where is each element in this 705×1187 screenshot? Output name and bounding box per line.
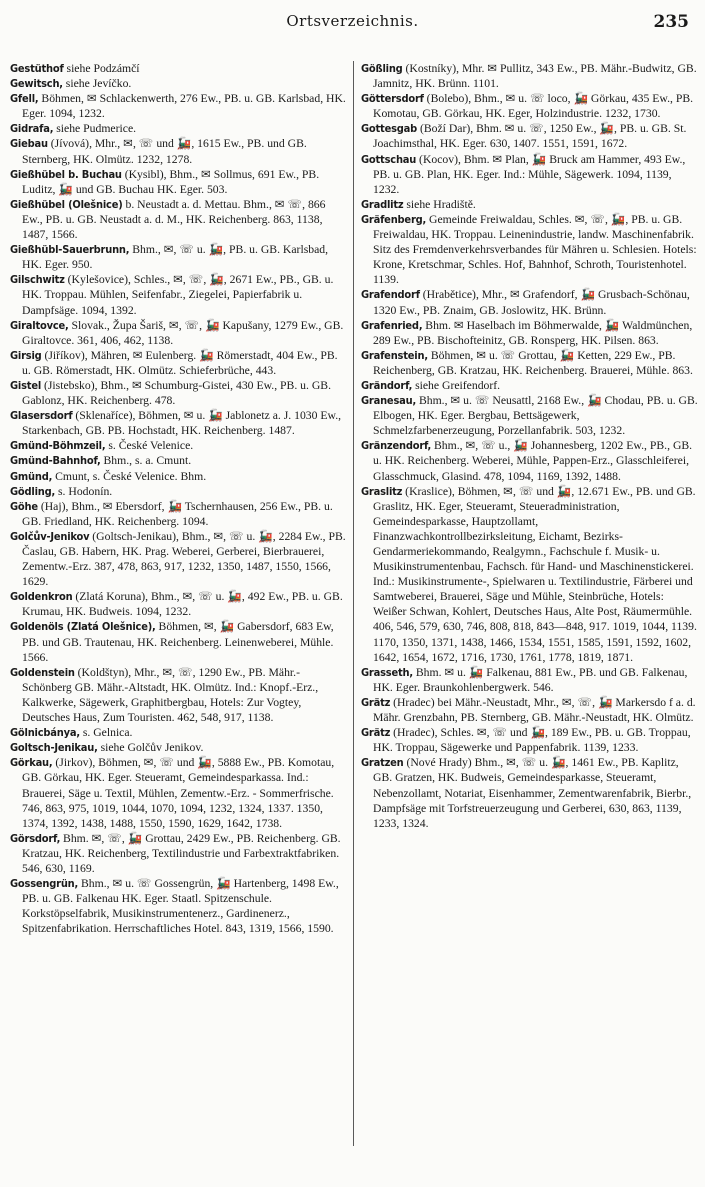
directory-entry <box>361 438 698 483</box>
directory-entry <box>361 152 698 197</box>
entry-text: (Jiříkov), Mähren, ✉ Eulenberg. 🚂 Römerstadt, 404 Ew., PB. u. GB. Römerstadt, HK. Olmütz. Schieferbrüche, 443. <box>22 348 338 377</box>
entry-text: (Hradec) bei Mähr.-Neustadt, Mhr., ✉, ☏, 🚂 Markersdo f a. d. Mähr. Grenzbahn, PB. Sternberg, GB. Mähr.-Neustadt, HK. Olmütz. <box>373 695 696 725</box>
entry-text: (Kylešovice), Schles., ✉, ☏, 🚂, 2671 Ew., PB., GB. u. HK. Troppau. Mühlen, Seifenfabr., Ziegelei, Papierfabrik u. Dampfsäge. 1094, 1392. <box>22 273 334 317</box>
entry-text: (Jívová), Mhr., ✉, ☏ und 🚂, 1615 Ew., PB. und GB. Sternberg, HK. Olmütz. 1232, 1278. <box>22 137 307 166</box>
page-header <box>0 12 705 34</box>
entry-text: Gemeinde Freiwaldau, Schles. ✉, ☏, 🚂, PB. u. GB. Freiwaldau, HK. Troppau. Leinenindustrie, landw. Maschinenfabrik. Sitz des Fremdenverkehrsverbandes für Mähren u. Schlesien. Hotels: Krone, Kretschmar, Schles. Hof, Bahnhof, Schroth, Touristenhotel. 1139. <box>373 212 697 287</box>
entry-text: b. Neustadt a. d. Mettau. Bhm., ✉ ☏, 866 Ew., PB. u. GB. Neustadt a. d. M., HK. Reichenberg. 863, 1138, 1487, 1566. <box>22 197 326 242</box>
entry-text: (Bolebo), Bhm., ✉ u. ☏ loco, 🚂 Görkau, 435 Ew., PB. Komotau, GB. Görkau, HK. Eger, Holzindustrie. 1232, 1730. <box>373 92 694 121</box>
directory-entry <box>10 272 347 317</box>
directory-entry <box>10 484 347 499</box>
entry-text: (Hradec), Schles. ✉, ☏ und 🚂, 189 Ew., PB. u. GB. Troppau, HK. Troppau, Sägewerke und Pappenfabrik. 1139, 1233. <box>373 726 691 755</box>
directory-entry <box>10 499 347 529</box>
directory-entry <box>10 242 347 272</box>
entry-text: Bhm. ✉, ☏, 🚂 Grottau, 2429 Ew., PB. Reichenberg. GB. Kratzau, HK. Reichenberg, Textilindustrie und Farbextraktfabriken. 546, 630, 1169. <box>22 831 341 875</box>
entry-headword: Goltsch-Jenikau, <box>10 741 98 755</box>
entry-text: Bhm., ✉, ☏ u., 🚂 Johannesberg, 1202 Ew., PB., GB. u. HK. Reichenberg. Weberei, Mühle, Pappen-Erz., Glasschleiferei, Glasschmuck, Glasind. 478, 1094, 1169, 1392, 1488. <box>373 439 693 483</box>
entry-text: Bhm. ✉ u. 🚂 Falkenau, 881 Ew., PB. und GB. Falkenau, HK. Eger. Braunkohlenbergwerk. 546. <box>373 665 688 694</box>
entry-headword: Grafenried, <box>361 318 423 332</box>
entry-headword: Gottschau <box>361 152 417 166</box>
entry-text: siehe Pudmerice. <box>53 122 137 136</box>
entry-text: Böhmen, ✉ Schlackenwerth, 276 Ew., PB. u. GB. Karlsbad, HK. Eger. 1094, 1232. <box>22 92 346 121</box>
entry-text: (Koldštyn), Mhr., ✉, ☏, 1290 Ew., PB. Mähr.-Schönberg GB. Mähr.-Altstadt, HK. Olmütz. Ind.: Knopf.-Erz., Kalkwerke, Sägewerk, Graphitbergbau, Hotels: Zur Vogtey, Deutsches Haus, Zum Touristen. 462, 548, 917, 1138. <box>22 665 319 725</box>
directory-entry <box>361 61 698 91</box>
directory-entry <box>10 619 347 664</box>
entry-headword: Gidrafa, <box>10 122 54 136</box>
entry-headword: Gießhübel b. Buchau <box>10 167 122 181</box>
entry-text: (Haj), Bhm., ✉ Ebersdorf, 🚂 Tschernhausen, 256 Ew., PB. u. GB. Friedland, HK. Reichenberg. 1094. <box>22 499 333 528</box>
directory-entry <box>10 76 347 91</box>
entry-headword: Glasersdorf <box>10 409 73 423</box>
entry-headword: Gießhübl-Sauerbrunn, <box>10 243 130 257</box>
entry-headword: Goldenöls (Zlatá Olešnice), <box>10 620 156 634</box>
directory-entry <box>10 469 347 484</box>
entry-headword: Grätz <box>361 726 391 740</box>
entry-headword: Grändorf, <box>361 378 413 392</box>
directory-entry <box>361 121 698 151</box>
entry-text: (Kraslice), Böhmen, ✉, ☏ und 🚂, 12.671 Ew., PB. und GB. Graslitz, HK. Eger, Steueramt, Steueradministration, Gemeindesparkasse, Hauptzollamt, Finanzwachkontrollbezirksleitung, Eichamt, Bezirks-Gendarmeriekommando, Realgymn., Fachschule f. Musik- u. Musikinstrumentenbau, Fachsch. für Hand- und Maschinenstickerei. Ind.: Musikinstrumente-, Spielwaren u. Textilindustrie, Färberei und Samtweberei, Brauerei, Säge und Mühle, Steinbrüche, Hotels: Weißer Schwan, Kohlert, Deutsches Haus, Alte Post, Räumermühle. 406, 546, 579, 630, 746, 808, 818, 843—848, 917. 1019, 1044, 1139. 1170, 1350, 1371, 1438, 1466, 1534, 1551, 1585, 1591, 1592, 1602, 1642, 1654, 1672, 1716, 1730, 1761, 1778, 1819, 1871. <box>373 484 697 664</box>
page-title: Ortsverzeichnis. <box>286 12 419 30</box>
directory-entry <box>10 408 347 438</box>
entry-headword: Grafenstein, <box>361 348 428 362</box>
entry-headword: Gossengrün, <box>10 877 79 891</box>
directory-entry <box>10 831 347 876</box>
directory-entry <box>361 393 698 438</box>
entry-headword: Giebau <box>10 137 48 151</box>
page-number: 235 <box>653 12 689 32</box>
entry-text: s. České Velenice. <box>105 439 194 453</box>
entry-text: (Goltsch-Jenikau), Bhm., ✉, ☏ u. 🚂, 2284 Ew., PB. Časlau, GB. Habern, HK. Prag. Weberei, Gerberei, Bierbrauerei, Zementw.-Erz. 387, 478, 863, 917, 1232, 1350, 1487, 1550, 1566, 1629. <box>22 529 346 589</box>
directory-entry <box>361 725 698 755</box>
entry-text: Bhm., s. a. Cmunt. <box>100 454 192 468</box>
directory-entry <box>361 378 698 393</box>
directory-entry <box>361 755 698 830</box>
entry-headword: Granesau, <box>361 394 417 408</box>
directory-entry <box>10 91 347 121</box>
entry-text: Slovak., Župa Šariš, ✉, ☏, 🚂 Kapušany, 1279 Ew., GB. Giraltovce. 361, 406, 462, 1138. <box>22 318 344 347</box>
entry-text: (Zlatá Koruna), Bhm., ✉, ☏ u. 🚂, 492 Ew., PB. u. GB. Krumau, HK. Budweis. 1094, 1232. <box>22 590 343 619</box>
directory-entry <box>361 484 698 665</box>
left-column <box>10 61 347 936</box>
entry-headword: Girsig <box>10 348 42 362</box>
entry-text: s. Gelnica. <box>79 726 133 740</box>
directory-entry <box>361 665 698 695</box>
entry-headword: Grasseth, <box>361 665 413 679</box>
directory-entry <box>361 197 698 212</box>
directory-entry <box>361 91 698 121</box>
column-divider <box>353 61 354 1146</box>
entry-text: siehe Jevíčko. <box>62 77 132 91</box>
directory-entry <box>10 348 347 378</box>
directory-entry <box>10 121 347 136</box>
directory-entry <box>361 318 698 348</box>
entry-headword: Gratzen <box>361 756 404 770</box>
entry-headword: Gmünd-Bahnhof, <box>10 454 101 468</box>
entry-headword: Golčův-Jenikov <box>10 529 90 543</box>
right-column <box>361 61 698 831</box>
entry-headword: Gießhübel (Olešnice) <box>10 197 123 211</box>
directory-entry <box>10 876 347 936</box>
entry-headword: Gradlitz <box>361 197 404 211</box>
directory-entry <box>10 740 347 755</box>
entry-text: (Hrabětice), Mhr., ✉ Grafendorf, 🚂 Grusbach-Schönau, 1320 Ew., PB. Znaim, GB. Joslowitz, HK. Brünn. <box>373 288 690 317</box>
entry-text: Bhm., ✉, ☏ u. 🚂, PB. u. GB. Karlsbad, HK. Eger. 950. <box>22 243 329 272</box>
directory-entry <box>10 529 347 589</box>
entry-text: Bhm., ✉ u. ☏ Gossengrün, 🚂 Hartenberg, 1498 Ew., PB. u. GB. Falkenau HK. Eger. Staatl. Spitzenschule. Korkstöpselfabrik, Musikinstrumentenerz., Gardinenerz., Spitzenfabrikation. Herrschaftliches Hotel. 843, 1319, 1566, 1590. <box>22 877 339 936</box>
entry-headword: Görkau, <box>10 756 53 770</box>
entry-headword: Gmünd-Böhmzeil, <box>10 439 106 453</box>
entry-headword: Gränzendorf, <box>361 439 432 453</box>
entry-text: (Boží Dar), Bhm. ✉ u. ☏, 1250 Ew., 🚂, PB. u. GB. St. Joachimsthal, HK. Eger. 630, 1407. 1551, 1591, 1672. <box>373 122 687 151</box>
entry-headword: Gödling, <box>10 484 56 498</box>
entry-headword: Göhe <box>10 499 38 513</box>
entry-text: siehe Greifendorf. <box>412 378 501 392</box>
directory-entry <box>361 348 698 378</box>
entry-text: (Jistebsko), Bhm., ✉ Schumburg-Gistei, 430 Ew., PB. u. GB. Gablonz, HK. Reichenberg. 478. <box>22 378 332 408</box>
entry-headword: Graslitz <box>361 484 403 498</box>
entry-text: siehe Golčův Jenikov. <box>97 741 204 755</box>
directory-entry <box>10 378 347 408</box>
entry-headword: Gößling <box>361 62 403 75</box>
directory-entry <box>10 438 347 453</box>
entry-headword: Grätz <box>361 695 391 709</box>
entry-text: (Jirkov), Böhmen, ✉, ☏ und 🚂, 5888 Ew., PB. Komotau, GB. Görkau, HK. Eger. Steueramt, Gemeindesparkassa. Ind.: Brauerei, Säge u. Textil, Mühlen, Zementw.-Erz. - Sommerfrische. 746, 863, 975, 1019, 1044, 1070, 1094, 1232, 1324, 1337. 1350, 1374, 1392, 1438, 1488, 1550, 1590, 1629, 1642, 1738. <box>22 756 335 830</box>
entry-text: (Kysibl), Bhm., ✉ Sollmus, 691 Ew., PB. Luditz, 🚂 und GB. Buchau HK. Eger. 503. <box>22 167 320 196</box>
entry-text: (Kocov), Bhm. ✉ Plan, 🚂 Bruck am Hammer, 493 Ew., PB. u. GB. Plan, HK. Eger. Ind.: Mühle, Sägewerk. 1094, 1139, 1232. <box>373 152 686 196</box>
entry-headword: Gilschwitz <box>10 273 65 287</box>
entry-headword: Gmünd, <box>10 469 53 483</box>
entry-text: Böhmen, ✉, 🚂 Gabersdorf, 683 Ew, PB. und GB. Trautenau, HK. Reichenberg. Leinenweberei, Mühle. 1566. <box>22 620 334 664</box>
entry-headword: Gölnicbánya, <box>10 726 80 740</box>
entry-headword: Gräfenberg, <box>361 212 427 226</box>
entry-headword: Goldenkron <box>10 590 73 604</box>
entry-headword: Giraltovce, <box>10 318 69 332</box>
directory-entry <box>10 725 347 740</box>
entry-headword: Gewitsch, <box>10 77 63 91</box>
entry-headword: Goldenstein <box>10 665 75 679</box>
directory-entry <box>10 318 347 348</box>
entry-text: siehe Hradiště. <box>403 197 476 211</box>
directory-entry <box>10 136 347 166</box>
directory-entry <box>10 755 347 830</box>
directory-entry <box>10 589 347 619</box>
directory-entry <box>10 665 347 725</box>
entry-text: (Nové Hrady) Bhm., ✉, ☏ u. 🚂, 1461 Ew., PB. Kaplitz, GB. Gratzen, HK. Budweis, Gemeindesparkasse, Steueramt, Nebenzollamt, Notariat, Eisenhammer, Zementwarenfabrik, Bierbr., Dampfsäge mit Torfstreuerzeugung und Gerberei, 630, 863, 1139, 1233, 1324. <box>373 756 692 830</box>
entry-text: Bhm. ✉ Haselbach im Böhmerwalde, 🚂 Waldmünchen, 289 Ew., PB. Bischofteinitz, GB. Ronsperg, HK. Pilsen. 863. <box>373 318 693 347</box>
entry-headword: Gestüthof <box>10 62 64 75</box>
entry-headword: Gfell, <box>10 92 39 106</box>
directory-entry <box>10 61 347 76</box>
directory-entry <box>10 167 347 197</box>
entry-text: Bhm., ✉ u. ☏ Neusattl, 2168 Ew., 🚂 Chodau, PB. u. GB. Elbogen, HK. Eger. Bergbau, Bettsägewerk, Schmelzfarbenerzeugung, Porzellanfabrik. 503, 1232. <box>373 394 698 438</box>
entry-headword: Göttersdorf <box>361 92 424 106</box>
directory-entry <box>10 197 347 242</box>
entry-headword: Görsdorf, <box>10 831 61 845</box>
entry-text: Böhmen, ✉ u. ☏ Grottau, 🚂 Ketten, 229 Ew., PB. Reichenberg, GB. Kratzau, HK. Reichenberg. Brauerei, Mühle. 863. <box>373 348 693 377</box>
entry-text: (Sklenaříce), Böhmen, ✉ u. 🚂 Jablonetz a. J. 1030 Ew., Starkenbach, GB. PB. Hochstadt, HK. Reichenberg. 1487. <box>22 409 342 438</box>
directory-entry <box>10 453 347 468</box>
entry-text: Cmunt, s. České Velenice. Bhm. <box>52 469 207 483</box>
entry-text: siehe Podzámčí <box>63 62 140 75</box>
entry-headword: Gottesgab <box>361 122 418 136</box>
directory-entry <box>361 287 698 317</box>
entry-text: (Kostníky), Mhr. ✉ Pullitz, 343 Ew., PB. Mähr.-Budwitz, GB. Jamnitz, HK. Brünn. 1101. <box>373 62 697 91</box>
entry-headword: Gistel <box>10 378 42 392</box>
entry-text: s. Hodonín. <box>55 484 113 498</box>
directory-entry <box>361 695 698 725</box>
entry-headword: Grafendorf <box>361 288 420 302</box>
directory-entry <box>361 212 698 287</box>
